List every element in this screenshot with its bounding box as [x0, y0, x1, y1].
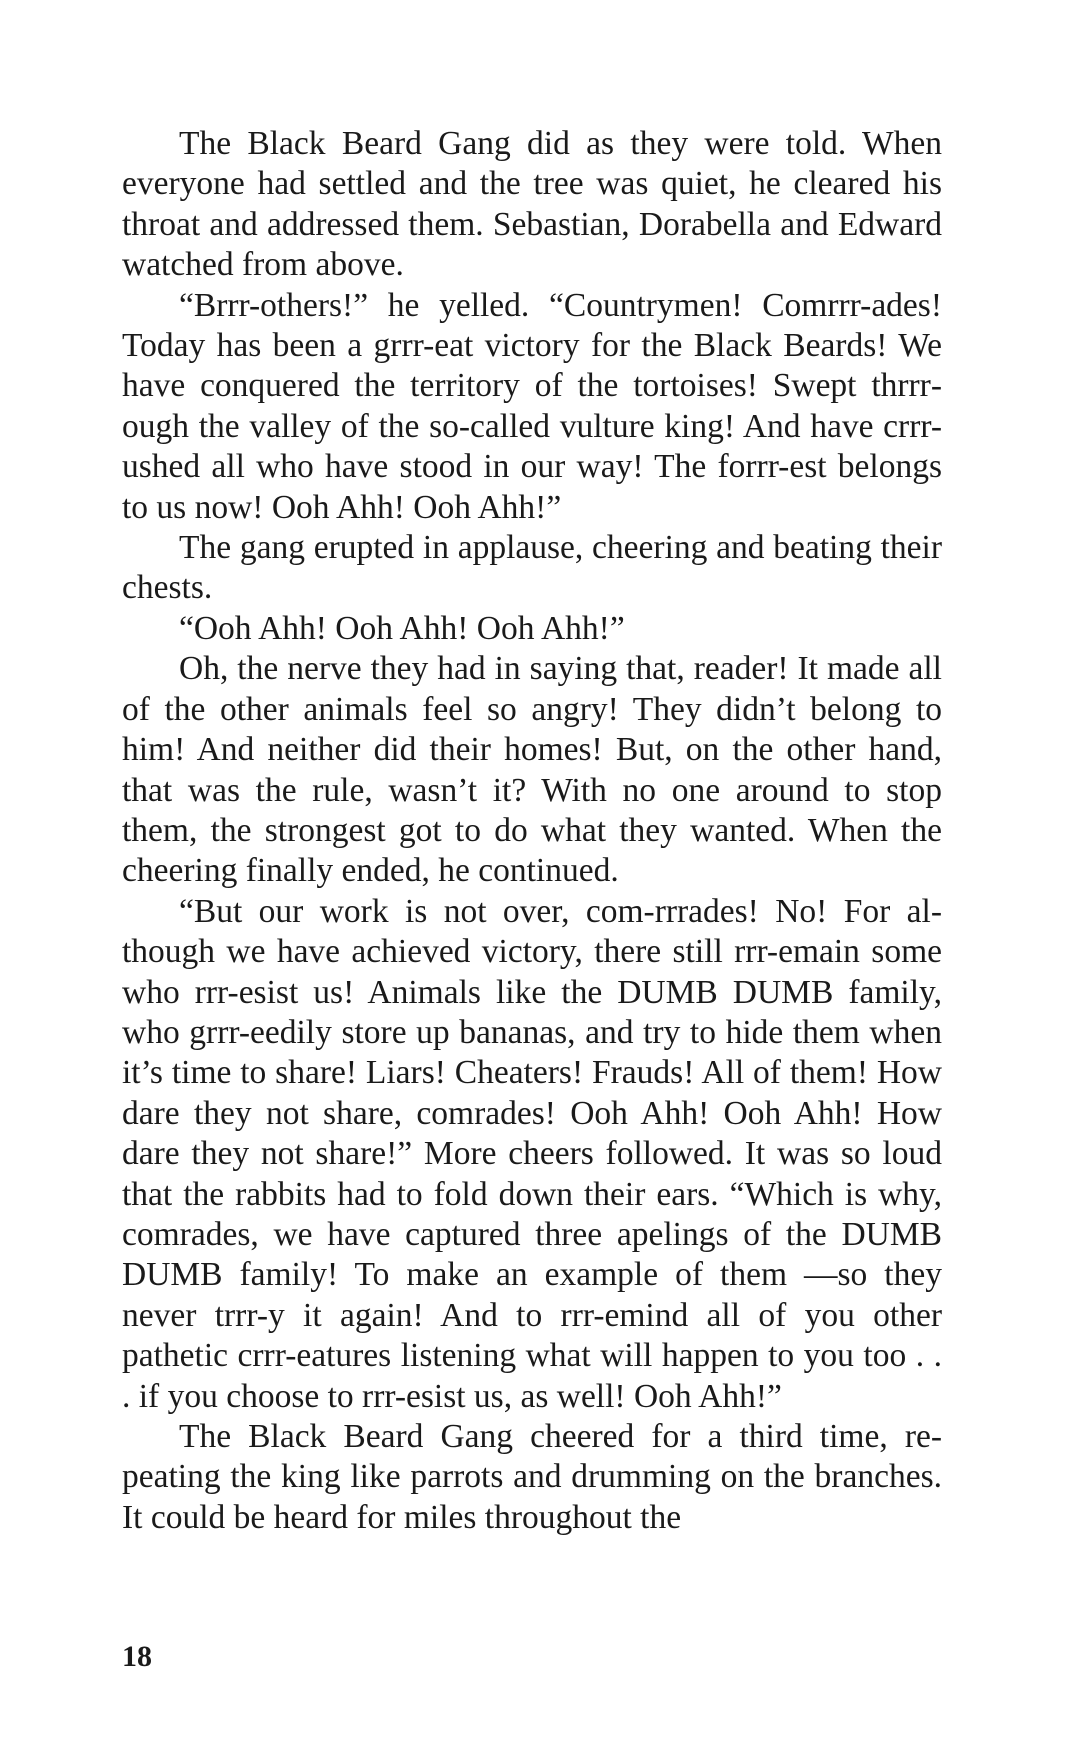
paragraph-4: “Ooh Ahh! Ooh Ahh! Ooh Ahh!”	[179, 609, 625, 647]
paragraph-1: The Black Beard Gang did as they were told. When everyone had settled and the tree was quiet, he cleared his throat and addressed them. Sebastian, Dorabella and Edward watched from above.	[122, 125, 942, 284]
paragraph-6: “But our work is not over, com-rrrades! No! For although we have achieved victory, there still rrr-emain some who rrr-esist us! Animals like the DUMB DUMB family, who grrr-eedily store up bananas, and try to hide them when it’s time to share! Liars! Cheaters! Frauds! All of them! How dare they not share, comrades! Ooh Ahh! Ooh Ahh! How dare they not share!” More cheers followed. It was so loud that the rabbits had to fold down their ears. “Which is why, comrades, we have captured three apelings of the DUMB DUMB family! To make an example of them —so they never trrr-y it again! And to rrr-emind all of you other pathetic crrr-eatures listening what will happen to you too . . . if you choose to rrr-esist us, as well! Ooh Ahh!”	[122, 892, 942, 1415]
paragraph-7: The Black Beard Gang cheered for a third time, repeating the king like parrots and drumming on the branches. It could be heard for miles throughout the	[122, 1418, 942, 1536]
body-text	[122, 124, 942, 1538]
paragraph-3: The gang erupted in applause, cheering and beating their chests.	[122, 529, 942, 607]
page-number: 18	[122, 1640, 152, 1673]
paragraph-5: Oh, the nerve they had in saying that, reader! It made all of the other animals feel so angry! They didn’t belong to him! And neither did their homes! But, on the other hand, that was the rule, wasn’t it? With no one around to stop them, the strongest got to do what they wanted. When the cheering finally ended, he continued.	[122, 650, 942, 890]
paragraph-2: “Brrr-others!” he yelled. “Countrymen! Comrrr-ades! Today has been a grrr-eat victory for the Black Beards! We have conquered the territory of the tortoises! Swept thrrrough the valley of the so-called vulture king! And have crrr-ushed all who have stood in our way! The forrr-est belongs to us now! Ooh Ahh! Ooh Ahh!”	[122, 286, 942, 526]
